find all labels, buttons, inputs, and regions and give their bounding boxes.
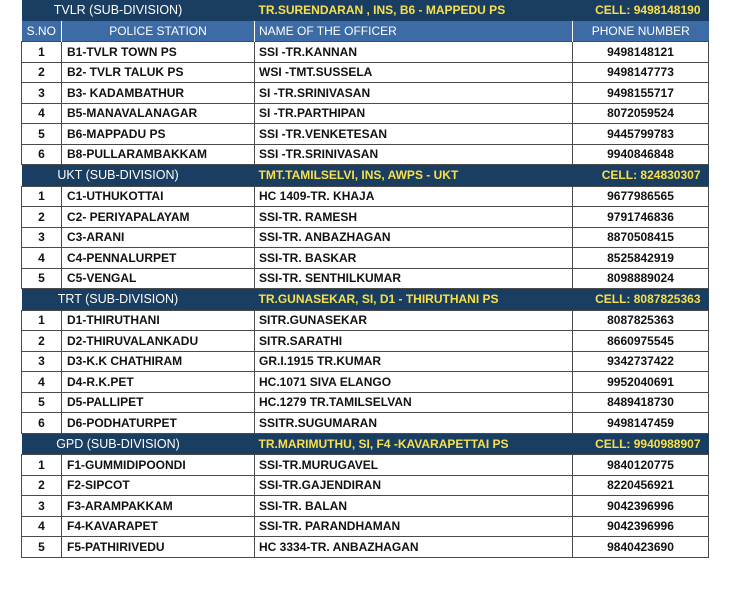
row-phone: 8525842919 xyxy=(573,248,709,269)
row-officer: SSI-TR. BASKAR xyxy=(255,248,573,269)
row-police-station: B1-TVLR TOWN PS xyxy=(62,42,255,63)
table-row xyxy=(22,455,709,476)
row-police-station: C4-PENNALURPET xyxy=(62,248,255,269)
row-phone: 9042396996 xyxy=(573,496,709,517)
row-phone: 9840120775 xyxy=(573,455,709,476)
contact-table-body xyxy=(22,0,709,557)
row-police-station: C3-ARANI xyxy=(62,227,255,248)
row-phone: 9940846848 xyxy=(573,144,709,165)
row-phone: 8660975545 xyxy=(573,331,709,352)
row-sno: 5 xyxy=(22,392,62,413)
row-sno: 3 xyxy=(22,496,62,517)
division-cell: CELL: 8087825363 xyxy=(573,289,709,311)
division-name: UKT (SUB-DIVISION) xyxy=(22,165,255,187)
table-row xyxy=(22,103,709,124)
row-phone: 9791746836 xyxy=(573,207,709,228)
row-sno: 4 xyxy=(22,372,62,393)
row-police-station: D1-THIRUTHANI xyxy=(62,310,255,331)
row-phone: 9498155717 xyxy=(573,83,709,104)
row-officer: SSI-TR. SENTHILKUMAR xyxy=(255,268,573,289)
row-phone: 8087825363 xyxy=(573,310,709,331)
division-name: TVLR (SUB-DIVISION) xyxy=(22,0,255,21)
row-officer: SSI-TR. BALAN xyxy=(255,496,573,517)
division-cell: CELL: 9940988907 xyxy=(573,433,709,455)
row-sno: 1 xyxy=(22,455,62,476)
row-phone: 9498147459 xyxy=(573,413,709,434)
row-sno: 1 xyxy=(22,186,62,207)
row-police-station: D4-R.K.PET xyxy=(62,372,255,393)
division-name: TRT (SUB-DIVISION) xyxy=(22,289,255,311)
row-sno: 6 xyxy=(22,144,62,165)
row-officer: SSI-TR.GAJENDIRAN xyxy=(255,475,573,496)
row-sno: 5 xyxy=(22,268,62,289)
division-header-row xyxy=(22,433,709,455)
row-officer: SITR.GUNASEKAR xyxy=(255,310,573,331)
row-sno: 2 xyxy=(22,62,62,83)
row-police-station: D6-PODHATURPET xyxy=(62,413,255,434)
division-header-row xyxy=(22,0,709,21)
division-header-row xyxy=(22,289,709,311)
row-police-station: B6-MAPPADU PS xyxy=(62,124,255,145)
row-officer: HC.1279 TR.TAMILSELVAN xyxy=(255,392,573,413)
row-officer: WSI -TMT.SUSSELA xyxy=(255,62,573,83)
table-row xyxy=(22,186,709,207)
table-row xyxy=(22,83,709,104)
row-police-station: D5-PALLIPET xyxy=(62,392,255,413)
division-cell: CELL: 9498148190 xyxy=(573,0,709,21)
row-sno: 4 xyxy=(22,516,62,537)
row-phone: 9677986565 xyxy=(573,186,709,207)
row-police-station: F5-PATHIRIVEDU xyxy=(62,537,255,558)
row-police-station: C1-UTHUKOTTAI xyxy=(62,186,255,207)
column-header-row xyxy=(22,21,709,42)
row-phone: 8098889024 xyxy=(573,268,709,289)
row-police-station: C5-VENGAL xyxy=(62,268,255,289)
row-officer: SSI-TR.MURUGAVEL xyxy=(255,455,573,476)
row-sno: 2 xyxy=(22,207,62,228)
row-officer: SSI-TR. ANBAZHAGAN xyxy=(255,227,573,248)
table-row xyxy=(22,227,709,248)
header-police-station: POLICE STATION xyxy=(62,21,255,42)
table-row xyxy=(22,516,709,537)
row-officer: SSI-TR. RAMESH xyxy=(255,207,573,228)
row-police-station: D3-K.K CHATHIRAM xyxy=(62,351,255,372)
row-officer: SI -TR.PARTHIPAN xyxy=(255,103,573,124)
row-phone: 8072059524 xyxy=(573,103,709,124)
row-sno: 3 xyxy=(22,227,62,248)
row-officer: SSI -TR.VENKETESAN xyxy=(255,124,573,145)
header-officer: NAME OF THE OFFICER xyxy=(255,21,573,42)
division-officer: TR.MARIMUTHU, SI, F4 -KAVARAPETTAI PS xyxy=(255,433,573,455)
row-sno: 4 xyxy=(22,248,62,269)
row-sno: 2 xyxy=(22,475,62,496)
contact-table xyxy=(21,0,709,558)
row-officer: HC 1409-TR. KHAJA xyxy=(255,186,573,207)
row-sno: 5 xyxy=(22,124,62,145)
row-sno: 3 xyxy=(22,83,62,104)
row-phone: 9445799783 xyxy=(573,124,709,145)
table-row xyxy=(22,496,709,517)
table-row xyxy=(22,372,709,393)
row-police-station: F3-ARAMPAKKAM xyxy=(62,496,255,517)
table-row xyxy=(22,310,709,331)
row-phone: 9042396996 xyxy=(573,516,709,537)
table-row xyxy=(22,351,709,372)
division-cell: CELL: 824830307 xyxy=(573,165,709,187)
table-row xyxy=(22,124,709,145)
row-phone: 8870508415 xyxy=(573,227,709,248)
row-officer: SSI -TR.SRINIVASAN xyxy=(255,144,573,165)
table-row xyxy=(22,144,709,165)
table-row xyxy=(22,248,709,269)
row-officer: SI -TR.SRINIVASAN xyxy=(255,83,573,104)
table-row xyxy=(22,62,709,83)
row-sno: 6 xyxy=(22,413,62,434)
row-sno: 1 xyxy=(22,310,62,331)
row-police-station: F2-SIPCOT xyxy=(62,475,255,496)
table-row xyxy=(22,207,709,228)
division-officer: TR.SURENDARAN , INS, B6 - MAPPEDU PS xyxy=(255,0,573,21)
row-police-station: F1-GUMMIDIPOONDI xyxy=(62,455,255,476)
table-row xyxy=(22,268,709,289)
row-officer: SITR.SARATHI xyxy=(255,331,573,352)
row-sno: 2 xyxy=(22,331,62,352)
table-row xyxy=(22,475,709,496)
row-phone: 9342737422 xyxy=(573,351,709,372)
table-row xyxy=(22,42,709,63)
table-row xyxy=(22,537,709,558)
row-sno: 4 xyxy=(22,103,62,124)
row-officer: SSI -TR.KANNAN xyxy=(255,42,573,63)
table-row xyxy=(22,413,709,434)
row-phone: 8489418730 xyxy=(573,392,709,413)
row-police-station: B3- KADAMBATHUR xyxy=(62,83,255,104)
header-phone: PHONE NUMBER xyxy=(573,21,709,42)
table-row xyxy=(22,331,709,352)
header-sno: S.NO xyxy=(22,21,62,42)
row-sno: 3 xyxy=(22,351,62,372)
division-officer: TMT.TAMILSELVI, INS, AWPS - UKT xyxy=(255,165,573,187)
row-officer: HC 3334-TR. ANBAZHAGAN xyxy=(255,537,573,558)
division-header-row xyxy=(22,165,709,187)
row-officer: HC.1071 SIVA ELANGO xyxy=(255,372,573,393)
row-police-station: B5-MANAVALANAGAR xyxy=(62,103,255,124)
row-police-station: B8-PULLARAMBAKKAM xyxy=(62,144,255,165)
row-police-station: B2- TVLR TALUK PS xyxy=(62,62,255,83)
row-officer: SSITR.SUGUMARAN xyxy=(255,413,573,434)
row-phone: 9840423690 xyxy=(573,537,709,558)
row-phone: 9498147773 xyxy=(573,62,709,83)
row-phone: 8220456921 xyxy=(573,475,709,496)
row-sno: 5 xyxy=(22,537,62,558)
row-officer: GR.I.1915 TR.KUMAR xyxy=(255,351,573,372)
row-officer: SSI-TR. PARANDHAMAN xyxy=(255,516,573,537)
row-phone: 9952040691 xyxy=(573,372,709,393)
police-contact-sheet xyxy=(21,0,708,558)
row-police-station: D2-THIRUVALANKADU xyxy=(62,331,255,352)
division-officer: TR.GUNASEKAR, SI, D1 - THIRUTHANI PS xyxy=(255,289,573,311)
row-sno: 1 xyxy=(22,42,62,63)
division-name: GPD (SUB-DIVISION) xyxy=(22,433,255,455)
table-row xyxy=(22,392,709,413)
row-phone: 9498148121 xyxy=(573,42,709,63)
row-police-station: F4-KAVARAPET xyxy=(62,516,255,537)
row-police-station: C2- PERIYAPALAYAM xyxy=(62,207,255,228)
